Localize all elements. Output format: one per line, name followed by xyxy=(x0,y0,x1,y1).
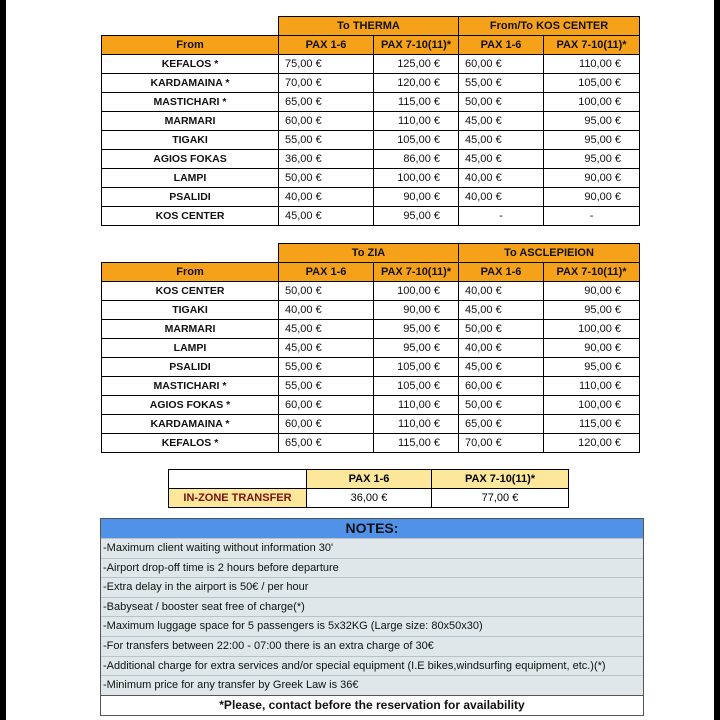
table-row xyxy=(102,396,640,415)
price-pax-small-cell: 70,00 € xyxy=(459,434,544,453)
price-pax-large-cell: 95,00 € xyxy=(544,358,640,377)
origin-cell: AGIOS FOKAS xyxy=(102,150,279,169)
price-pax-large-cell: 100,00 € xyxy=(544,93,640,112)
price-pax-small-cell: 45,00 € xyxy=(279,339,374,358)
note-line: -Maximum luggage space for 5 passengers is 5x32KG (Large size: 80x50x30) xyxy=(101,616,643,636)
table-row xyxy=(102,434,640,453)
price-pax-small-cell: 40,00 € xyxy=(279,301,374,320)
origin-cell: KEFALOS * xyxy=(102,55,279,74)
price-pax-large-cell: 95,00 € xyxy=(374,339,459,358)
notes-box xyxy=(100,518,644,716)
price-pax-small-cell: - xyxy=(459,207,544,226)
column-header-pax-large: PAX 7-10(11)* xyxy=(544,263,640,282)
blank-corner xyxy=(169,470,307,489)
price-pax-small-cell: 45,00 € xyxy=(459,301,544,320)
origin-cell: PSALIDI xyxy=(102,188,279,207)
in-zone-price-row xyxy=(169,489,569,508)
price-pax-large-cell: 105,00 € xyxy=(374,377,459,396)
price-pax-small-cell: 75,00 € xyxy=(279,55,374,74)
price-pax-large-cell: 100,00 € xyxy=(544,396,640,415)
price-pax-small-cell: 55,00 € xyxy=(459,74,544,93)
origin-cell: LAMPI xyxy=(102,169,279,188)
price-pax-large-cell: 90,00 € xyxy=(544,282,640,301)
group-header-zia: To ZIA xyxy=(279,244,459,263)
price-pax-small-cell: 55,00 € xyxy=(279,358,374,377)
table-row xyxy=(102,282,640,301)
origin-cell: LAMPI xyxy=(102,339,279,358)
column-header-pax-small: PAX 1-6 xyxy=(279,263,374,282)
blank-corner xyxy=(102,244,279,263)
column-header-pax-small: PAX 1-6 xyxy=(279,36,374,55)
table-row xyxy=(102,301,640,320)
price-pax-large-cell: 90,00 € xyxy=(544,169,640,188)
origin-cell: KEFALOS * xyxy=(102,434,279,453)
note-line: -For transfers between 22:00 - 07:00 there is an extra charge of 30€ xyxy=(101,636,643,656)
notes-footer: *Please, contact before the reservation for availability xyxy=(101,695,643,715)
price-pax-small-cell: 60,00 € xyxy=(279,112,374,131)
price-pax-small-cell: 40,00 € xyxy=(279,188,374,207)
price-pax-small-cell: 40,00 € xyxy=(459,169,544,188)
price-pax-large-cell: 115,00 € xyxy=(374,434,459,453)
table-row xyxy=(102,131,640,150)
price-pax-small-cell: 45,00 € xyxy=(279,320,374,339)
price-pax-small-cell: 60,00 € xyxy=(279,396,374,415)
price-pax-large-cell: 110,00 € xyxy=(544,377,640,396)
table-row xyxy=(102,377,640,396)
table-row xyxy=(102,339,640,358)
table-row xyxy=(102,358,640,377)
price-pax-large-cell: 90,00 € xyxy=(544,188,640,207)
price-pax-large-cell: 115,00 € xyxy=(374,93,459,112)
group-header-asclepieion: To ASCLEPIEION xyxy=(459,244,640,263)
price-pax-small-cell: 50,00 € xyxy=(459,320,544,339)
price-pax-large-cell: 115,00 € xyxy=(544,415,640,434)
table-row xyxy=(102,188,640,207)
price-pax-large-cell: 95,00 € xyxy=(374,207,459,226)
in-zone-price-large: 77,00 € xyxy=(432,489,569,508)
price-pax-large-cell: 86,00 € xyxy=(374,150,459,169)
table-row xyxy=(102,112,640,131)
origin-cell: MASTICHARI * xyxy=(102,377,279,396)
origin-cell: KARDAMAINA * xyxy=(102,74,279,93)
price-pax-small-cell: 40,00 € xyxy=(459,339,544,358)
blank-corner xyxy=(102,17,279,36)
column-header-pax-large: PAX 7-10(11)* xyxy=(374,263,459,282)
price-pax-large-cell: 110,00 € xyxy=(374,415,459,434)
in-zone-transfer-table xyxy=(168,469,569,508)
table-row xyxy=(102,93,640,112)
price-sheet xyxy=(6,0,714,720)
in-zone-label: IN-ZONE TRANSFER xyxy=(169,489,307,508)
price-pax-small-cell: 50,00 € xyxy=(279,282,374,301)
in-zone-price-small: 36,00 € xyxy=(307,489,432,508)
price-pax-small-cell: 36,00 € xyxy=(279,150,374,169)
origin-cell: PSALIDI xyxy=(102,358,279,377)
table-row xyxy=(102,55,640,74)
note-line: -Maximum client waiting without information 30' xyxy=(101,538,643,558)
price-pax-small-cell: 65,00 € xyxy=(279,93,374,112)
price-pax-large-cell: 95,00 € xyxy=(544,301,640,320)
price-pax-large-cell: 95,00 € xyxy=(374,320,459,339)
price-pax-large-cell: 125,00 € xyxy=(374,55,459,74)
table-row xyxy=(102,320,640,339)
in-zone-pax-large-header: PAX 7-10(11)* xyxy=(432,470,569,489)
price-pax-large-cell: 100,00 € xyxy=(374,282,459,301)
origin-cell: AGIOS FOKAS * xyxy=(102,396,279,415)
price-pax-large-cell: 95,00 € xyxy=(544,150,640,169)
origin-cell: KARDAMAINA * xyxy=(102,415,279,434)
table-group-header-row xyxy=(102,17,640,36)
origin-cell: KOS CENTER xyxy=(102,207,279,226)
note-line: -Airport drop-off time is 2 hours before departure xyxy=(101,558,643,578)
notes-title: NOTES: xyxy=(101,519,643,538)
table-column-header-row xyxy=(102,263,640,282)
column-header-pax-large: PAX 7-10(11)* xyxy=(374,36,459,55)
origin-cell: MASTICHARI * xyxy=(102,93,279,112)
column-header-pax-small: PAX 1-6 xyxy=(459,263,544,282)
price-pax-small-cell: 45,00 € xyxy=(459,112,544,131)
table-row xyxy=(102,74,640,93)
price-pax-small-cell: 45,00 € xyxy=(459,131,544,150)
price-pax-large-cell: 100,00 € xyxy=(374,169,459,188)
price-pax-small-cell: 40,00 € xyxy=(459,188,544,207)
price-pax-small-cell: 45,00 € xyxy=(459,358,544,377)
notes-list xyxy=(101,538,643,695)
table-row xyxy=(102,415,640,434)
price-pax-small-cell: 60,00 € xyxy=(459,55,544,74)
price-pax-large-cell: 105,00 € xyxy=(544,74,640,93)
price-pax-large-cell: 120,00 € xyxy=(374,74,459,93)
group-header-therma: To THERMA xyxy=(279,17,459,36)
table-row xyxy=(102,169,640,188)
column-header-from: From xyxy=(102,36,279,55)
price-pax-small-cell: 65,00 € xyxy=(279,434,374,453)
origin-cell: TIGAKI xyxy=(102,301,279,320)
table-row xyxy=(102,207,640,226)
price-pax-small-cell: 60,00 € xyxy=(459,377,544,396)
origin-cell: KOS CENTER xyxy=(102,282,279,301)
price-pax-large-cell: 105,00 € xyxy=(374,358,459,377)
price-pax-large-cell: 110,00 € xyxy=(544,55,640,74)
price-pax-small-cell: 55,00 € xyxy=(279,377,374,396)
price-pax-small-cell: 45,00 € xyxy=(279,207,374,226)
price-pax-small-cell: 55,00 € xyxy=(279,131,374,150)
note-line: -Babyseat / booster seat free of charge(*) xyxy=(101,597,643,617)
in-zone-header-row xyxy=(169,470,569,489)
price-pax-small-cell: 45,00 € xyxy=(459,150,544,169)
price-pax-small-cell: 50,00 € xyxy=(459,93,544,112)
note-line: -Minimum price for any transfer by Greek Law is 36€ xyxy=(101,675,643,695)
price-pax-large-cell: 90,00 € xyxy=(374,301,459,320)
column-header-pax-small: PAX 1-6 xyxy=(459,36,544,55)
table-group-header-row xyxy=(102,244,640,263)
note-line: -Extra delay in the airport is 50€ / per hour xyxy=(101,577,643,597)
table-row xyxy=(102,150,640,169)
price-pax-large-cell: 90,00 € xyxy=(544,339,640,358)
table-column-header-row xyxy=(102,36,640,55)
origin-cell: MARMARI xyxy=(102,320,279,339)
zia-asclepieion-fare-table xyxy=(101,243,640,453)
price-pax-small-cell: 40,00 € xyxy=(459,282,544,301)
therma-kos-center-fare-table xyxy=(101,16,640,226)
price-pax-large-cell: 90,00 € xyxy=(374,188,459,207)
price-pax-small-cell: 60,00 € xyxy=(279,415,374,434)
price-pax-small-cell: 70,00 € xyxy=(279,74,374,93)
price-pax-large-cell: 110,00 € xyxy=(374,396,459,415)
price-pax-large-cell: 95,00 € xyxy=(544,131,640,150)
in-zone-pax-small-header: PAX 1-6 xyxy=(307,470,432,489)
price-pax-large-cell: 100,00 € xyxy=(544,320,640,339)
column-header-from: From xyxy=(102,263,279,282)
price-pax-small-cell: 50,00 € xyxy=(459,396,544,415)
price-pax-small-cell: 50,00 € xyxy=(279,169,374,188)
origin-cell: TIGAKI xyxy=(102,131,279,150)
price-pax-large-cell: - xyxy=(544,207,640,226)
column-header-pax-large: PAX 7-10(11)* xyxy=(544,36,640,55)
price-pax-large-cell: 120,00 € xyxy=(544,434,640,453)
note-line: -Additional charge for extra services and/or special equipment (I.E bikes,windsurfing equipment, etc.)(*) xyxy=(101,656,643,676)
price-pax-large-cell: 105,00 € xyxy=(374,131,459,150)
origin-cell: MARMARI xyxy=(102,112,279,131)
price-pax-large-cell: 95,00 € xyxy=(544,112,640,131)
group-header-kos-center: From/To KOS CENTER xyxy=(459,17,640,36)
price-pax-large-cell: 110,00 € xyxy=(374,112,459,131)
price-pax-small-cell: 65,00 € xyxy=(459,415,544,434)
